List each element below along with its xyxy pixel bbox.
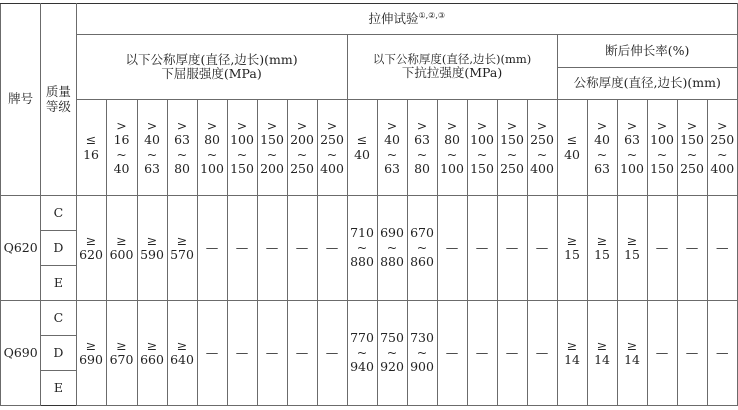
yield-range-cell [137,100,167,196]
tensile-value-part: ~ [356,239,368,255]
yield-range-part: ~ [176,146,188,162]
yield-range-part: > [146,117,158,133]
elong-value-cell [587,301,617,406]
elong-range-part: 40 [564,146,580,162]
tensile-range-cell [437,100,467,196]
grade-cell: E [41,266,76,301]
yield-range-cell [167,100,197,196]
tensile-range-part: ~ [506,146,518,162]
elong-value-part: — [655,239,669,255]
tensile-value-cell [347,301,377,406]
elong-range-part: ~ [656,146,668,162]
yield-range-part: 400 [320,160,344,176]
yield-range-part: 40 [113,160,130,176]
tensile-range-part: ≤ [356,132,368,148]
tensile-value-cell [527,196,557,301]
yield-value-part: — [325,344,339,360]
brand-cell: Q620 [1,196,41,301]
brand-cell: Q690 [1,301,41,406]
tensile-range-part: ~ [386,146,398,162]
yield-range-cell [106,100,137,196]
tensile-range-cell [497,100,527,196]
tensile-range-part: > [476,117,488,133]
yield-value-cell [287,196,317,301]
elong-range-part: 63 [594,160,610,176]
yield-value-cell [257,301,287,406]
tensile-value-cell [467,196,497,301]
elong-range-cell [587,100,617,196]
yield-value-part: 620 [79,247,103,262]
tensile-range-cell [527,100,557,196]
tensile-range-part: 400 [530,160,554,176]
yield-range-part: > [206,117,218,133]
tensile-value-part: — [505,239,519,255]
tensile-value-part: — [505,344,519,360]
elong-range-cell [647,100,677,196]
tensile-range-cell [467,100,497,196]
yield-value-cell [137,196,167,301]
yield-range-part: 63 [174,132,190,148]
tensile-value-part: 860 [410,254,434,270]
tensile-value-cell [497,301,527,406]
yield-range-part: > [266,117,278,133]
tensile-value-part: 670 [410,225,434,241]
yield-value-part: — [235,239,249,255]
yield-value-cell [197,301,227,406]
tensile-value-part: 770 [350,330,374,346]
yield-value-part: — [295,344,309,360]
tensile-value-part: — [535,344,549,360]
elong-value-cell [707,196,737,301]
tensile-value-cell [467,301,497,406]
yield-range-part: 80 [204,132,220,148]
tensile-test-label: 拉伸试验 [368,11,419,27]
yield-thickness-label: 以下公称厚度(直径,边长)(mm) [125,51,298,67]
tensile-value-part: — [445,239,459,255]
tensile-value-cell [407,196,437,301]
elong-value-part: ≥ [566,232,578,248]
yield-range-part: 16 [83,146,99,162]
yield-value-part: ≥ [85,337,97,353]
tensile-range-part: 63 [414,132,430,148]
tensile-range-cell [407,100,437,196]
yield-value-part: ≥ [116,232,127,248]
yield-range-part: 150 [260,132,284,148]
yield-value-part: 590 [140,247,164,262]
grade-header-text: 质量等级 [45,84,71,114]
elong-value-cell [557,196,587,301]
yield-range-part: 200 [290,132,314,148]
tensile-range-part: ~ [446,146,458,162]
elongation-thickness-header: 公称厚度(直径,边长)(mm) [557,68,737,100]
yield-value-part: — [265,239,279,255]
tensile-range-part: ~ [476,146,488,162]
elong-range-part: ~ [717,146,728,162]
yield-range-part: ~ [236,146,248,162]
yield-value-part: ≥ [176,232,188,248]
brand-header: 牌号 [1,4,41,196]
yield-range-part: 100 [230,132,254,148]
elong-range-part: 63 [624,132,640,148]
grade-cell: D [41,231,76,266]
yield-value-cell [257,196,287,301]
table-row [1,301,738,336]
grade-cell: D [41,336,76,371]
elong-value-part: 14 [624,352,640,367]
elong-range-cell [557,100,587,196]
tensile-thickness-label: 以下公称厚度(直径,边长)(mm) [372,52,532,67]
yield-value-cell [317,301,347,406]
tensile-value-part: 880 [380,254,404,270]
tensile-value-cell [347,196,377,301]
elong-value-part: 15 [624,247,640,262]
elong-value-part: ≥ [566,337,578,353]
yield-value-part: 670 [109,352,134,367]
yield-range-part: ~ [206,146,218,162]
yield-value-part: ≥ [146,337,158,353]
yield-range-part: ≤ [85,132,97,148]
tensile-range-part: 40 [384,132,400,148]
elong-range-part: 150 [680,132,704,148]
elong-value-part: 14 [594,352,610,367]
elong-value-cell [557,301,587,406]
elong-value-part: 15 [564,247,580,262]
elongation-header: 断后伸长率(%) [557,35,737,68]
yield-range-part: > [116,117,127,133]
elong-value-part: 15 [594,247,610,262]
yield-value-part: — [205,239,219,255]
elong-value-part: — [685,239,699,255]
yield-range-part: ~ [326,146,338,162]
tensile-value-part: 900 [410,359,434,375]
tensile-value-part: ~ [356,344,368,360]
grade-cell: E [41,371,76,406]
yield-value-part: — [325,239,339,255]
tensile-strength-header [347,35,557,100]
elong-range-part: ≤ [566,132,578,148]
tensile-range-cell [377,100,407,196]
yield-value-cell [317,196,347,301]
yield-value-cell [76,196,106,301]
tensile-value-part: ~ [416,344,428,360]
tensile-value-part: — [475,239,489,255]
tensile-range-part: 150 [500,132,524,148]
tensile-range-part: 150 [470,160,494,176]
tensile-range-cell [347,100,377,196]
elong-value-cell [647,196,677,301]
grade-header [41,4,76,196]
tensile-value-part: 690 [380,225,404,241]
tensile-range-part: ~ [416,146,428,162]
elong-range-part: > [596,117,608,133]
tensile-value-cell [497,196,527,301]
elong-range-part: 40 [594,132,610,148]
elong-value-part: ≥ [626,337,638,353]
table-row [1,196,738,231]
elong-value-part: — [655,344,669,360]
grade-cell: C [41,301,76,336]
yield-range-part: > [326,117,338,133]
elong-range-part: 250 [710,132,735,148]
yield-range-part: ~ [116,146,127,162]
elong-value-part: — [685,344,699,360]
yield-range-cell [287,100,317,196]
yield-value-cell [137,301,167,406]
tensile-range-part: 80 [444,132,460,148]
tensile-value-part: — [535,239,549,255]
tensile-value-part: 940 [350,359,374,375]
tensile-range-part: 250 [500,160,524,176]
elong-range-part: 100 [650,132,674,148]
yield-range-part: 80 [174,160,190,176]
yield-range-cell [227,100,257,196]
tensile-range-part: 100 [470,132,494,148]
tensile-value-cell [407,301,437,406]
elong-value-part: — [716,344,729,360]
elong-range-part: 400 [710,160,735,176]
yield-value-part: ≥ [85,232,97,248]
yield-value-cell [106,196,137,301]
tensile-range-part: > [386,117,398,133]
yield-value-cell [287,301,317,406]
yield-value-cell [76,301,106,406]
tensile-range-part: 250 [530,132,554,148]
tensile-value-part: 730 [410,330,434,346]
yield-value-part: 690 [79,352,103,367]
elong-range-cell [617,100,647,196]
tensile-value-part: ~ [386,239,398,255]
tensile-value-part: 920 [380,359,404,375]
tensile-strength-label: 下抗拉强度(MPa) [401,65,503,81]
tensile-range-part: 40 [354,146,370,162]
thickness-range-row [1,100,738,196]
elong-range-cell [707,100,737,196]
tensile-range-part: ~ [536,146,548,162]
elong-value-part: ≥ [596,337,608,353]
tensile-value-part: ~ [386,344,398,360]
elong-value-cell [617,301,647,406]
yield-range-part: ~ [296,146,308,162]
elong-value-part: ≥ [596,232,608,248]
elong-range-cell [677,100,707,196]
yield-strength-header [76,35,347,100]
elong-range-part: ~ [686,146,698,162]
yield-value-part: ≥ [146,232,158,248]
yield-range-cell [257,100,287,196]
steel-properties-table [0,3,738,406]
elong-value-cell [677,301,707,406]
elong-value-cell [707,301,737,406]
elong-range-part: > [656,117,668,133]
yield-range-part: ~ [266,146,278,162]
tensile-range-part: 80 [414,160,430,176]
tensile-value-part: 880 [350,254,374,270]
yield-range-part: > [236,117,248,133]
tensile-value-cell [527,301,557,406]
elong-value-cell [617,196,647,301]
tensile-value-part: — [445,344,459,360]
yield-value-part: ≥ [116,337,127,353]
yield-range-part: > [296,117,308,133]
yield-value-part: ≥ [176,337,188,353]
yield-range-part: 250 [290,160,314,176]
elong-value-part: ≥ [626,232,638,248]
elong-range-part: > [717,117,728,133]
yield-value-part: — [265,344,279,360]
tensile-range-part: > [536,117,548,133]
yield-range-cell [317,100,347,196]
yield-value-part: 640 [170,352,194,367]
yield-range-part: ~ [146,146,158,162]
tensile-range-part: 63 [384,160,400,176]
elong-range-part: ~ [596,146,608,162]
yield-value-part: 600 [109,247,134,262]
elong-value-cell [587,196,617,301]
tensile-range-part: > [446,117,458,133]
yield-range-part: 40 [144,132,160,148]
yield-value-part: 660 [140,352,164,367]
tensile-test-notes: ①,②,③ [418,11,446,21]
yield-value-part: — [235,344,249,360]
yield-range-cell [76,100,106,196]
yield-value-part: — [205,344,219,360]
grade-cell: C [41,196,76,231]
elong-value-cell [677,196,707,301]
yield-value-cell [227,196,257,301]
elong-range-part: 250 [680,160,704,176]
yield-range-part: > [176,117,188,133]
yield-range-cell [197,100,227,196]
tensile-range-part: 100 [440,160,464,176]
elong-range-part: 150 [650,160,674,176]
tensile-value-part: — [475,344,489,360]
tensile-test-title [76,4,737,35]
yield-range-part: 100 [200,160,224,176]
tensile-range-part: > [506,117,518,133]
tensile-value-cell [377,196,407,301]
yield-strength-label: 下屈服强度(MPa) [161,66,262,81]
elong-range-part: > [626,117,638,133]
elong-value-part: 14 [564,352,580,367]
tensile-value-part: ~ [416,239,428,255]
yield-value-cell [106,301,137,406]
yield-value-cell [167,301,197,406]
tensile-value-cell [437,196,467,301]
tensile-range-part: > [416,117,428,133]
tensile-value-part: 750 [380,330,404,346]
yield-range-part: 250 [320,132,344,148]
yield-range-part: 16 [113,132,130,148]
yield-value-part: — [295,239,309,255]
yield-range-part: 150 [230,160,254,176]
yield-value-cell [197,196,227,301]
tensile-value-cell [437,301,467,406]
yield-value-cell [167,196,197,301]
elong-range-part: > [686,117,698,133]
elong-value-part: — [716,239,729,255]
elong-range-part: ~ [626,146,638,162]
tensile-value-cell [377,301,407,406]
yield-value-part: 570 [170,247,194,262]
yield-range-part: 63 [144,160,160,176]
tensile-value-part: 710 [350,225,374,241]
elong-range-part: 100 [620,160,644,176]
elong-value-cell [647,301,677,406]
yield-value-cell [227,301,257,406]
yield-range-part: 200 [260,160,284,176]
